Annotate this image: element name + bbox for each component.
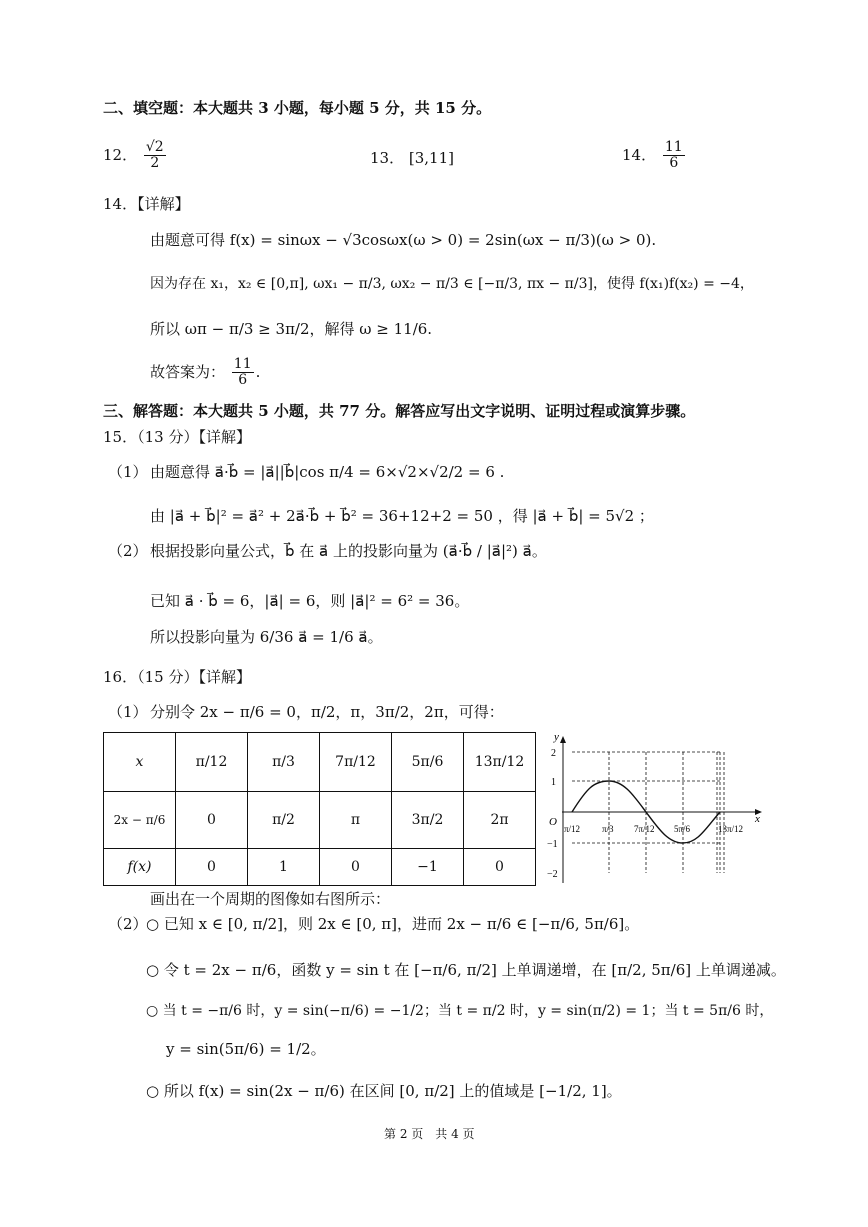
q15-title: 15．（13 分）【详解】 [103,428,251,446]
q16-bullet3: ○ 当 t = −π/6 时，y = sin(−π/6) = −1/2；当 t = π/2 时，y = sin(π/2) = 1；当 t = 5π/6 时， [146,1003,774,1019]
y-tick-label: 1 [551,777,556,788]
x-tick-label: 5π/6 [674,824,691,834]
value-table [103,732,536,886]
y-tick-label: 2 [551,748,556,759]
q16-part2-label: （2） [108,915,148,933]
q16-bullet2: ○ 令 t = 2x − π/6，函数 y = sin t 在 [−π/6, π/2] 上单调递增，在 [π/2, 5π/6] 上单调递减。 [146,961,786,979]
y-tick-label: −1 [547,839,558,850]
q14-title: 14．【详解】 [103,195,190,213]
answer-14 [622,140,687,172]
x-tick-label: π/3 [602,824,614,834]
q14-fraction: $\frac{11}{6}$ [664,139,683,172]
table-cell: 0 [176,792,248,849]
section2-heading: 二、填空题：本大题共 3 小题，每小题 5 分，共 15 分。 [103,99,492,117]
q15-part2-line1: 根据投影向量公式，b⃗ 在 a⃗ 上的投影向量为 (a⃗·b⃗ / |a⃗|²) a⃗。 [150,542,547,560]
q15-part2-line3: 所以投影向量为 6/36 a⃗ = 1/6 a⃗。 [150,628,383,646]
q16-part1-line1: 分别令 2x − π/6 = 0，π/2，π，3π/2，2π，可得： [150,703,504,721]
answer-12 [103,140,168,172]
page-footer: 第 2 页 共 4 页 [384,1127,475,1141]
table-cell: 0 [320,849,392,886]
q14-line2: 因为存在 x₁，x₂ ∈ [0,π], ωx₁ − π/3, ωx₂ − π/3 ∈ [−π/3, πx − π/3]，使得 f(x₁)f(x₂) = −4， [150,276,754,292]
q15-part1-line1: 由题意得 a⃗·b⃗ = |a⃗||b⃗|cos π/4 = 6×√2×√2/2 = 6 . [150,463,505,481]
q14-line1: 由题意可得 f(x) = sinωx − √3cosωx(ω > 0) = 2sin(ωx − π/3)(ω > 0). [150,231,657,249]
q13-answer: [3,11] [408,149,454,167]
table-cell: π/3 [248,733,320,792]
q14-final-fraction: $\frac{11}{6}$ [233,356,252,389]
table-cell: π/2 [248,792,320,849]
x-tick-label: 7π/12 [634,824,655,834]
row-header-f: f(x) [104,849,176,886]
table-row [104,733,536,792]
table-row [104,792,536,849]
q15-part2-line2: 已知 a⃗ · b⃗ = 6，|a⃗| = 6，则 |a⃗|² = 6² = 36。 [150,592,470,610]
q16-bullet3-continued: y = sin(5π/6) = 1/2。 [166,1040,326,1058]
row-header-x: x [104,733,176,792]
table-cell: 2π [464,792,536,849]
q14-number: 14． [622,145,657,164]
table-cell: π/12 [176,733,248,792]
sine-graph [538,728,768,888]
q12-fraction: $\frac{√2}{2}$ [145,139,164,172]
q16-part1-line2: 画出在一个周期的图像如右图所示： [150,890,391,908]
table-cell: 0 [176,849,248,886]
q12-number: 12． [103,145,138,164]
q14-line3: 所以 ωπ − π/3 ≥ 3π/2，解得 ω ≥ 11/6. [150,320,433,338]
row-header-phase: 2x − π/6 [104,792,176,849]
table-cell: 1 [248,849,320,886]
table-cell: 7π/12 [320,733,392,792]
q16-title: 16．（15 分）【详解】 [103,668,251,686]
q15-part1-line2: 由 |a⃗ + b⃗|² = a⃗² + 2a⃗·b⃗ + b⃗² = 36+12+2 = 50 ，得 |a⃗ + b⃗| = 5√2 ； [150,507,654,525]
table-row [104,849,536,886]
q16-part1-label: （1） [108,703,148,721]
x-axis-label: x [755,813,760,825]
y-axis-label: y [554,731,559,743]
table-cell: π [320,792,392,849]
q15-part2-label: （2） [108,542,148,560]
q13-number: 13． [370,149,405,167]
table-cell: 3π/2 [392,792,464,849]
x-tick-label: π/12 [564,824,581,834]
table-cell: −1 [392,849,464,886]
answer-13 [370,147,454,168]
q15-part1-label: （1） [108,463,148,481]
q16-bullet4: ○ 所以 f(x) = sin(2x − π/6) 在区间 [0, π/2] 上的值域是 [−1/2, 1]。 [146,1082,622,1100]
y-tick-label: −2 [547,869,558,880]
y-axis-arrow-icon [560,736,566,743]
origin-label: O [549,816,557,828]
table-cell: 0 [464,849,536,886]
section3-heading: 三、解答题：本大题共 5 小题，共 77 分。解答应写出文字说明、证明过程或演算步骤。 [103,402,696,420]
q16-bullet1: ○ 已知 x ∈ [0, π/2]，则 2x ∈ [0, π]，进而 2x − π/6 ∈ [−π/6, 5π/6]。 [146,915,640,933]
q14-line4: 故答案为： $\frac{11}{6}$ . [150,356,261,389]
table-cell: 13π/12 [464,733,536,792]
x-tick-label: 13π/12 [718,824,744,834]
table-cell: 5π/6 [392,733,464,792]
